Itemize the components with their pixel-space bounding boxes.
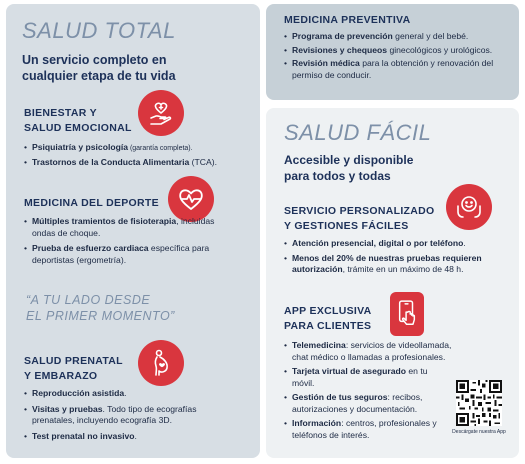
quote-line-1: “A TU LADO DESDE [26,293,151,307]
subtitle-line-2: cualquier etapa de tu vida [22,69,176,83]
prenatal-title-line-1: SALUD PRENATAL [24,355,123,367]
deporte-title: MEDICINA DEL DEPORTE [24,197,159,209]
prenatal-title-line-2: Y EMBARAZO [24,370,98,382]
bienestar-title-line-1: BIENESTAR Y [24,107,97,119]
list-item: • Visitas y pruebas. Todo tipo de ecografías prenatales, incluyendo ecografía 3D. [24,404,224,427]
list-item: • Test prenatal no invasivo. [24,431,224,443]
preventiva-title: MEDICINA PREVENTIVA [284,14,411,26]
personalizado-title-line-1: SERVICIO PERSONALIZADO [284,205,435,217]
list-item: • Revisiones y chequeos ginecológicos y urológicos. [284,45,509,57]
app-title [284,304,372,334]
smiley-hands-icon [446,184,492,230]
medicina-preventiva-panel [266,4,519,100]
list-item: • Revisión médica para la obtención y renovación del permiso de conducir. [284,58,509,81]
list-item: • Programa de prevención general y del bebé. [284,31,509,43]
list-item: • Reproducción asistida. [24,388,224,400]
hand-heart-icon [138,90,184,136]
salud-facil-title: SALUD FÁCIL [284,120,432,145]
qr-label: Descárgate nuestra App [452,429,506,435]
subtitle-line-2: para todos y todas [284,169,391,183]
bienestar-title [24,106,132,136]
list-item: • Gestión de tus seguros: recibos, autorizaciones y documentación. [284,392,452,415]
salud-facil-subtitle [284,152,413,184]
pregnancy-icon [138,340,184,386]
quote [26,292,175,324]
prenatal-list [24,388,224,444]
salud-total-title: SALUD TOTAL [22,18,176,43]
list-item: • Telemedicina: servicios de videollamada, chat médico o llamadas a profesionales. [284,340,452,363]
list-item: • Psiquiatría y psicología (garantía completa). [24,142,254,155]
subtitle-line-1: Accesible y disponible [284,153,414,167]
personalizado-list [284,238,509,278]
list-item: • Atención presencial, digital o por teléfono. [284,238,509,250]
list-item: • Tarjeta virtual de asegurado en tu móvil. [284,366,452,389]
subtitle-line-1: Un servicio completo en [22,53,167,67]
bienestar-list [24,142,254,170]
personalizado-title [284,204,435,234]
salud-total-subtitle [22,52,176,84]
prenatal-title [24,354,123,384]
app-list [284,340,452,443]
list-item: • Múltiples tramientos de fisioterapia, incluidas ondas de choque. [24,216,224,239]
salud-total-panel [6,4,260,458]
list-item: • Prueba de esfuerzo cardiaca específica para deportistas (ergometría). [24,243,224,266]
phone-tap-icon [390,292,424,336]
bienestar-title-line-2: SALUD EMOCIONAL [24,122,132,134]
app-title-line-1: APP EXCLUSIVA [284,305,372,317]
deporte-list [24,216,224,268]
preventiva-list [284,31,509,83]
list-item: • Menos del 20% de nuestras pruebas requieren autorización, trámite en un máximo de 48 h. [284,253,509,276]
app-title-line-2: PARA CLIENTES [284,320,372,332]
qr-code-icon [456,380,502,426]
list-item: • Información: centros, profesionales y teléfonos de interés. [284,418,452,441]
quote-line-2: EL PRIMER MOMENTO” [26,309,175,323]
app-qr-code[interactable] [456,380,502,426]
personalizado-title-line-2: Y GESTIONES FÁCILES [284,220,409,232]
list-item: • Trastornos de la Conducta Alimentaria (TCA). [24,157,254,169]
